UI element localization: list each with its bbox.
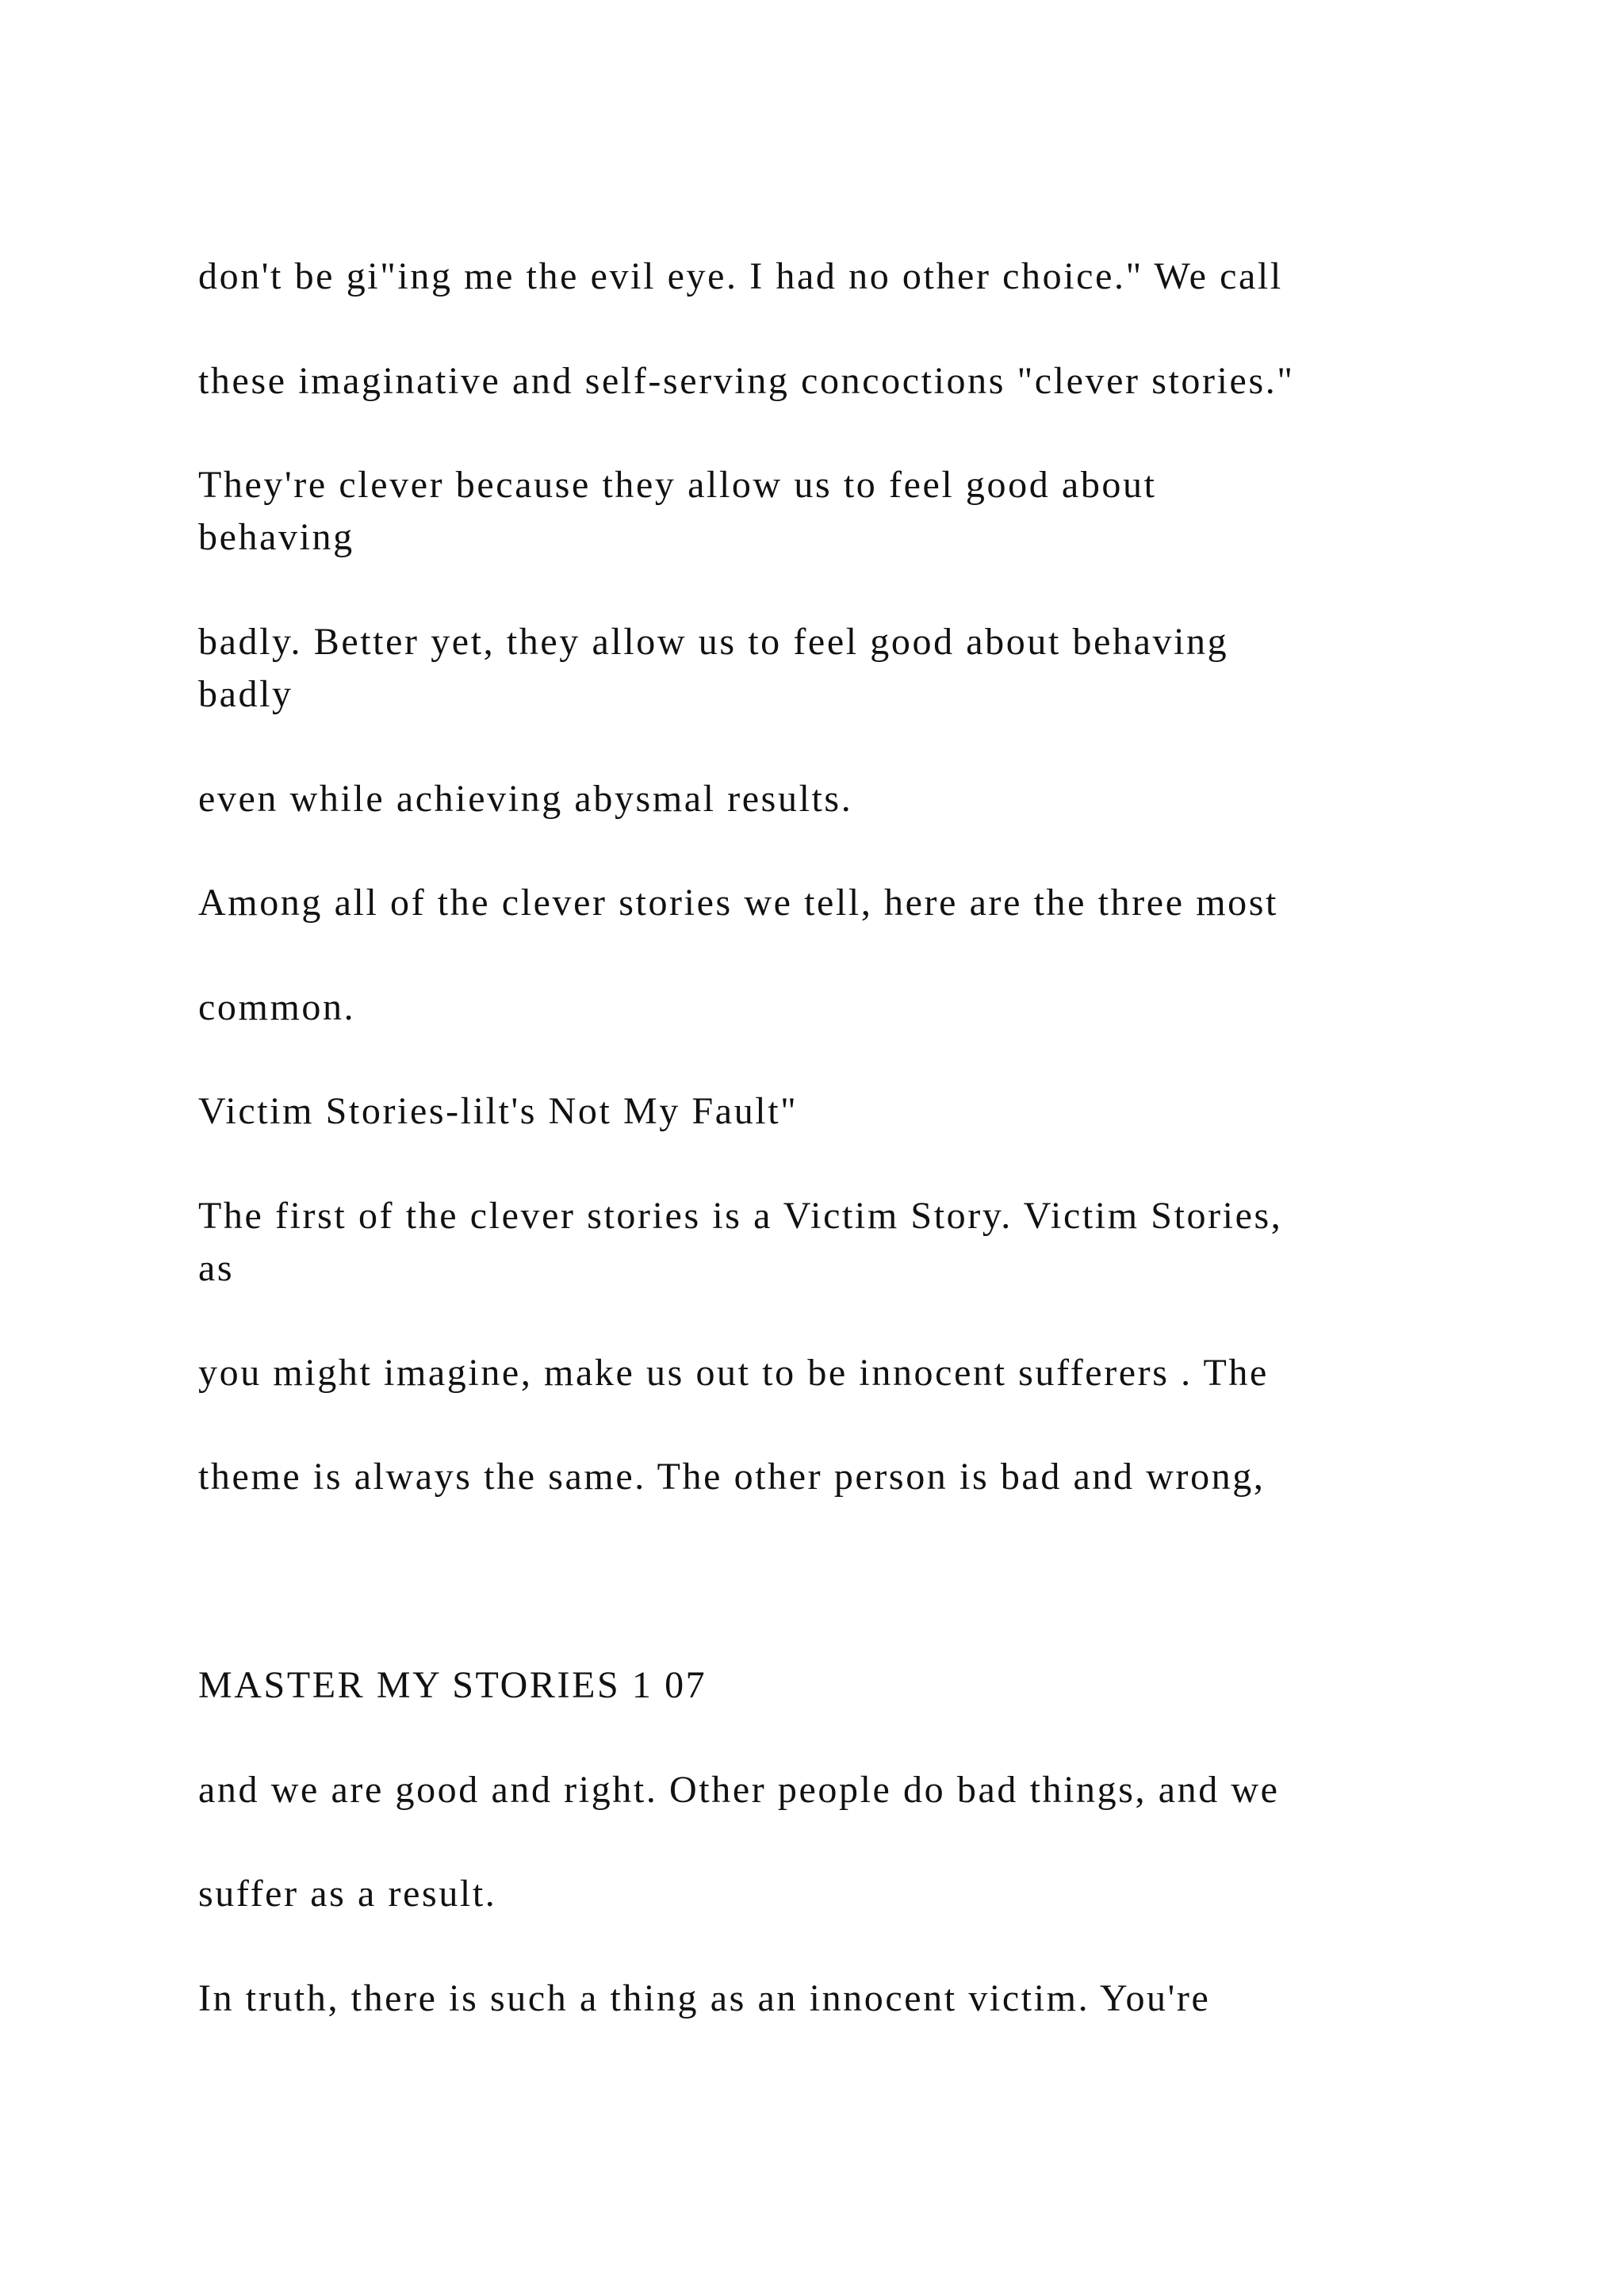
paragraph-line-5: even while achieving abysmal results. — [198, 778, 853, 820]
paragraph-line-12: suffer as a result. — [198, 1873, 497, 1915]
paragraph-line-13: In truth, there is such a thing as an innocent victim. You're — [198, 1977, 1211, 2019]
paragraph-line-4: badly. Better yet, they allow us to feel good about behaving badly — [198, 621, 1229, 715]
paragraph-line-8: The first of the clever stories is a Victim Story. Victim Stories, as — [198, 1195, 1283, 1289]
paragraph-line-6: Among all of the clever stories we tell, here are the three most — [198, 882, 1278, 924]
paragraph-line-10: theme is always the same. The other person is bad and wrong, — [198, 1456, 1266, 1498]
paragraph-line-11: and we are good and right. Other people do bad things, and we — [198, 1769, 1280, 1811]
section-heading: Victim Stories-lilt's Not My Fault" — [198, 1090, 799, 1132]
paragraph-line-2: these imaginative and self-serving concoctions "clever stories." — [198, 360, 1295, 402]
running-header: MASTER MY STORIES 1 07 — [198, 1664, 707, 1706]
paragraph-line-1: don't be gi"ing me the evil eye. I had no other choice." We call — [198, 255, 1283, 297]
paragraph-line-9: you might imagine, make us out to be innocent sufferers . The — [198, 1352, 1269, 1394]
paragraph-line-3: They're clever because they allow us to feel good about behaving — [198, 464, 1157, 558]
paragraph-line-7: common. — [198, 986, 356, 1028]
